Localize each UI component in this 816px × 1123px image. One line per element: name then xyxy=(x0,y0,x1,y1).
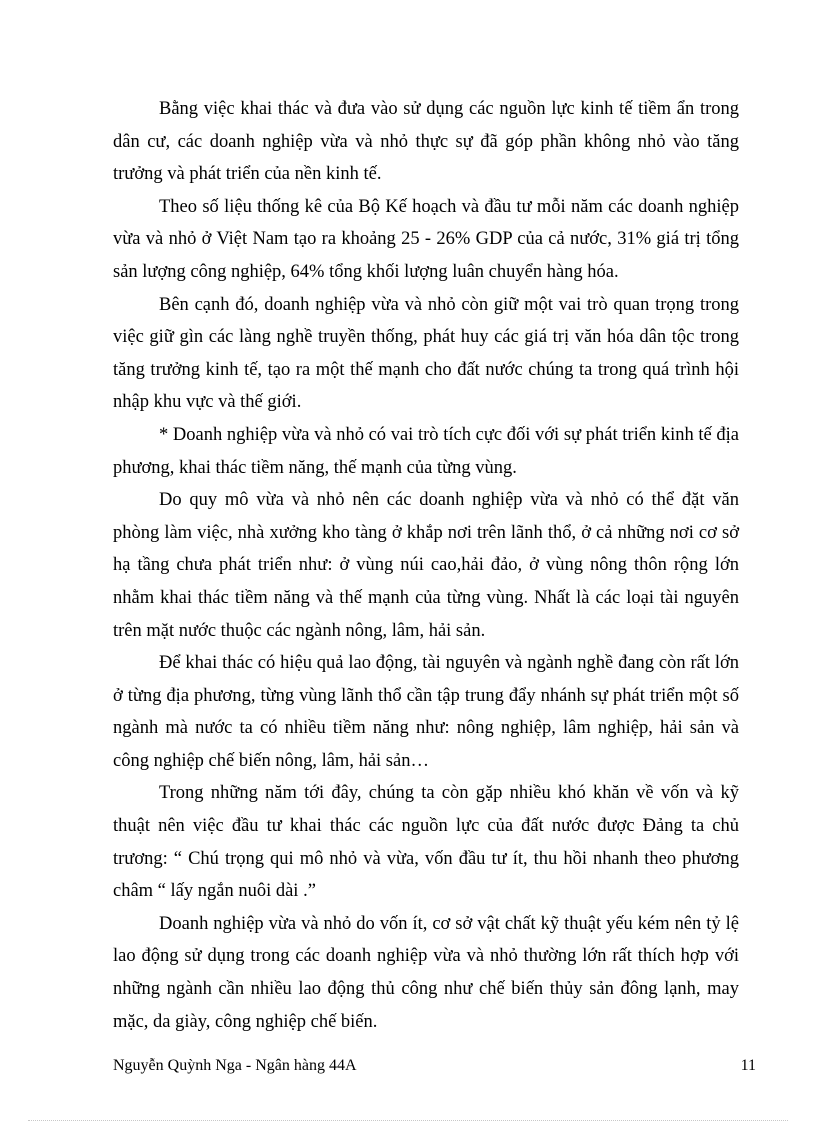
paragraph-labour: Doanh nghiệp vừa và nhỏ do vốn ít, cơ sở vật chất kỹ thuật yếu kém nên tỷ lệ lao động sử dụng trong các doanh nghiệp vừa và nhỏ thường lớn rất thích hợp với những ngành cần nhiều lao động thủ công như chế biến thủy sản đông lạnh, may mặc, da giày, công nghiệp chế biến. xyxy=(113,913,739,1032)
paragraph-exploitation: Để khai thác có hiệu quả lao động, tài nguyên và ngành nghề đang còn rất lớn ở từng địa phương, từng vùng lãnh thổ cần tập trung đẩy nhánh sự phát triển một số ngành mà nước ta có nhiều tiềm năng như: nông nghiệp, lâm nghiệp, hải sản và công nghiệp chế biến nông, lâm, hải sản… xyxy=(113,653,739,771)
page-bottom-rule xyxy=(28,1120,788,1121)
paragraph-investment-policy: Trong những năm tới đây, chúng ta còn gặp nhiều khó khăn về vốn và kỹ thuật nên việc đầu tư khai thác các nguồn lực của đất nước được Đảng ta chủ trương: “ Chú trọng qui mô nhỏ và vừa, vốn đầu tư ít, thu hồi nhanh theo phương châm “ lấy ngắn nuôi dài .” xyxy=(113,783,739,902)
paragraph-intro: Bằng việc khai thác và đưa vào sử dụng các nguồn lực kinh tế tiềm ẩn trong dân cư, các doanh nghiệp vừa và nhỏ thực sự đã góp phần không nhỏ vào tăng trưởng và phát triển của nền kinh tế. xyxy=(113,99,739,185)
paragraph-scale: Do quy mô vừa và nhỏ nên các doanh nghiệp vừa và nhỏ có thể đặt văn phòng làm việc, nhà xưởng kho tàng ở khắp nơi trên lãnh thổ, ở cả những nơi cơ sở hạ tầng chưa phát triển như: ở vùng núi cao,hải đảo, ở vùng nông thôn rộng lớn nhằm khai thác tiềm năng và thế mạnh của từng vùng. Nhất là các loại tài nguyên trên mặt nước thuộc các ngành nông, lâm, hải sản. xyxy=(113,490,739,641)
page-number: 11 xyxy=(740,1057,756,1074)
body-text xyxy=(113,93,739,1038)
paragraph-statistics: Theo số liệu thống kê của Bộ Kế hoạch và đầu tư mỗi năm các doanh nghiệp vừa và nhỏ ở Việt Nam tạo ra khoảng 25 - 26% GDP của cả nước, 31% giá trị tổng sản lượng công nghiệp, 64% tổng khối lượng luân chuyển hàng hóa. xyxy=(113,196,739,282)
paragraph-local-role-heading: * Doanh nghiệp vừa và nhỏ có vai trò tích cực đối với sự phát triển kinh tế địa phương, khai thác tiềm năng, thế mạnh của từng vùng. xyxy=(113,424,739,478)
paragraph-traditional-crafts: Bên cạnh đó, doanh nghiệp vừa và nhỏ còn giữ một vai trò quan trọng trong việc giữ gìn các làng nghề truyền thống, phát huy các giá trị văn hóa dân tộc trong tăng trưởng kinh tế, tạo ra một thế mạnh cho đất nước chúng ta trong quá trình hội nhập khu vực và thế giới. xyxy=(113,294,739,413)
page-footer xyxy=(113,1055,756,1077)
footer-author: Nguyễn Quỳnh Nga - Ngân hàng 44A xyxy=(113,1057,357,1074)
